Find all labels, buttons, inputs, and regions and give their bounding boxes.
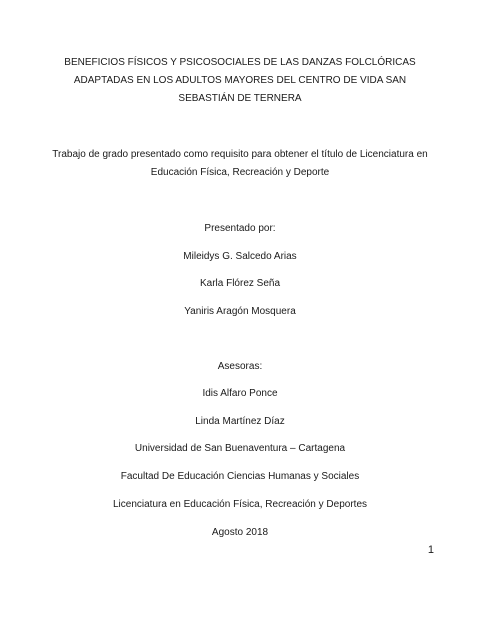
author-name: Yaniris Aragón Mosquera	[184, 306, 296, 317]
purpose-line-2: Educación Física, Recreación y Deporte	[150, 167, 330, 178]
presented-by-label: Presentado por:	[204, 223, 276, 234]
advisors-label: Asesoras:	[217, 361, 263, 372]
university-name: Universidad de San Buenaventura – Cartagena	[134, 443, 346, 454]
page-number: 1	[427, 544, 434, 556]
title-line-1: BENEFICIOS FÍSICOS Y PSICOSOCIALES DE LAS DANZAS FOLCLÓRICAS	[64, 57, 416, 68]
author-name: Karla Flórez Seña	[199, 278, 281, 289]
purpose-line-1: Trabajo de grado presentado como requisito para obtener el título de Licenciatura en	[52, 149, 428, 160]
program-name: Licenciatura en Educación Física, Recreación y Deportes	[112, 499, 368, 510]
advisor-name: Idis Alfaro Ponce	[202, 388, 278, 399]
submission-date: Agosto 2018	[211, 527, 269, 538]
author-name: Mileidys G. Salcedo Arias	[183, 251, 297, 262]
title-line-2: ADAPTADAS EN LOS ADULTOS MAYORES DEL CENTRO DE VIDA SAN	[73, 75, 407, 86]
title-line-3: SEBASTIÁN DE TERNERA	[178, 93, 302, 104]
advisor-name: Linda Martínez Díaz	[195, 416, 285, 427]
faculty-name: Facultad De Educación Ciencias Humanas y Sociales	[120, 471, 360, 482]
